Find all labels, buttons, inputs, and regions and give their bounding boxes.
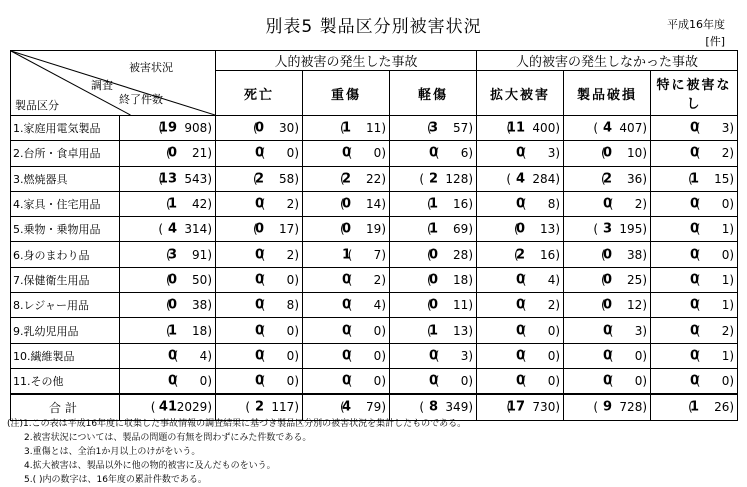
cumulative-count: ( 730 ) [532,400,560,414]
group-header-human: 人的被害の発生した事故 [216,51,477,71]
value-cell [564,267,651,292]
case-count: 0 [602,348,613,364]
cumulative-count: ( 3 ) [635,324,647,338]
cumulative-count: ( 42 ) [192,197,212,211]
cumulative-count: ( 0 ) [374,324,386,338]
value-cell [564,217,651,242]
cumulative-count: ( 0 ) [548,324,560,338]
cumulative-count: ( 2 ) [374,273,386,287]
case-count: 3 [167,247,177,263]
cumulative-count: ( 58 ) [279,172,299,186]
cumulative-count: ( 79 ) [366,400,386,414]
category-cell: 11.その他 [11,368,120,394]
value-cell [303,191,390,216]
cumulative-count: ( 11 ) [366,121,386,135]
case-count: 1 [167,323,177,339]
value-cell [390,343,477,368]
case-count: 0 [254,323,264,339]
value-cell [564,368,651,394]
corner-survey-label: 調査 [91,79,113,92]
cumulative-count: ( 349 ) [445,400,473,414]
corner-completed-label: 終了件数 [119,93,163,106]
cumulative-count: ( 0 ) [374,349,386,363]
category-cell: 10.繊維製品 [11,343,120,368]
cumulative-count: ( 2 ) [287,248,299,262]
table-row [11,242,738,267]
case-count: 0 [254,196,264,212]
value-cell [651,293,738,318]
cumulative-count: ( 36 ) [627,172,647,186]
case-count: 4 [515,171,526,187]
cumulative-count: ( 0 ) [635,349,647,363]
unit-label: [件] [705,35,725,48]
value-cell [216,368,303,394]
value-cell [477,116,564,141]
note-line: 2.被害状況については、製品の問題の有無を問わずにみた件数である。 [24,433,312,443]
cumulative-count: ( 91 ) [192,248,212,262]
case-count: 0 [689,373,700,389]
cumulative-count: ( 38 ) [192,298,212,312]
category-cell: 8.レジャー用品 [11,293,120,318]
case-count: 0 [689,323,700,339]
case-count: 1 [428,323,439,339]
cumulative-count: ( 0 ) [461,374,473,388]
cumulative-count: ( 14 ) [366,197,386,211]
value-cell [390,116,477,141]
cumulative-count: ( 0 ) [287,146,299,160]
value-cell [390,293,477,318]
note-line: 3.重傷とは、全治1か月以上のけがをいう。 [24,447,201,457]
category-cell: 2.台所・食卓用品 [11,141,120,166]
cumulative-count: ( 3 ) [722,121,734,135]
value-cell [651,368,738,394]
value-cell [564,242,651,267]
value-cell [390,368,477,394]
value-cell [651,343,738,368]
table-row [11,191,738,216]
case-count: 13 [158,171,177,187]
value-cell [120,217,216,242]
cumulative-count: ( 2 ) [548,298,560,312]
cumulative-count: ( 2 ) [287,197,299,211]
case-count: 1 [341,247,351,263]
value-cell [477,368,564,394]
case-count: 0 [689,272,700,288]
case-count: 19 [158,120,177,136]
table-row [11,166,738,191]
case-count: 2 [254,399,264,415]
cumulative-count: ( 908 ) [184,121,212,135]
case-count: 0 [341,272,351,288]
case-count: 0 [602,247,613,263]
value-cell [120,116,216,141]
case-count: 0 [602,323,613,339]
case-count: 0 [254,373,264,389]
notes [7,417,466,487]
value-cell [216,343,303,368]
cumulative-count: ( 284 ) [532,172,560,186]
value-cell [477,166,564,191]
cumulative-count: ( 4 ) [548,273,560,287]
cumulative-count: ( 28 ) [453,248,473,262]
cumulative-count: ( 0 ) [548,349,560,363]
case-count: 1 [689,171,700,187]
cumulative-count: ( 1 ) [722,222,734,236]
value-cell [651,166,738,191]
case-count: 0 [689,196,700,212]
value-cell [477,141,564,166]
value-cell [390,166,477,191]
cumulative-count: ( 16 ) [453,197,473,211]
cumulative-count: ( 13 ) [453,324,473,338]
cumulative-count: ( 0 ) [200,374,212,388]
value-cell [303,368,390,394]
value-cell [216,318,303,343]
case-count: 0 [515,323,526,339]
case-count: 0 [515,272,526,288]
case-count: 0 [254,348,264,364]
cumulative-count: ( 2 ) [722,324,734,338]
value-cell [303,293,390,318]
cumulative-count: ( 3 ) [548,146,560,160]
case-count: 0 [167,145,177,161]
cumulative-count: ( 10 ) [627,146,647,160]
column-header-minor: 軽傷 [390,71,477,116]
cumulative-count: ( 15 ) [714,172,734,186]
value-cell [477,318,564,343]
value-cell [303,267,390,292]
total-label: 合計 [11,394,120,420]
cumulative-count: ( 16 ) [540,248,560,262]
value-cell [120,191,216,216]
case-count: 3 [428,120,439,136]
cumulative-count: ( 0 ) [287,273,299,287]
case-count: 4 [602,120,613,136]
case-count: 0 [341,196,351,212]
value-cell [216,217,303,242]
cumulative-count: ( 7 ) [374,248,386,262]
cumulative-count: ( 0 ) [548,374,560,388]
case-count: 2 [602,171,613,187]
table-row [11,293,738,318]
cumulative-count: ( 38 ) [627,248,647,262]
cumulative-count: ( 2 ) [635,197,647,211]
group-header-no-human: 人的被害の発生しなかった事故 [477,51,738,71]
case-count: 0 [428,348,439,364]
value-cell [120,318,216,343]
value-cell [216,141,303,166]
case-count: 0 [341,323,351,339]
category-cell: 3.燃焼器具 [11,166,120,191]
cumulative-count: ( 8 ) [548,197,560,211]
case-count: 0 [254,247,264,263]
value-cell [564,293,651,318]
case-count: 0 [341,348,351,364]
value-cell [120,293,216,318]
value-cell [564,166,651,191]
category-cell: 4.家具・住宅用品 [11,191,120,216]
value-cell [303,242,390,267]
case-count: 0 [515,145,526,161]
value-cell [120,343,216,368]
case-count: 2 [254,171,264,187]
value-cell [651,217,738,242]
case-count: 0 [689,348,700,364]
table-row [11,141,738,166]
cumulative-count: ( 18 ) [192,324,212,338]
cumulative-count: ( 18 ) [453,273,473,287]
column-header-expanded: 拡大被害 [477,71,564,116]
cumulative-count: ( 128 ) [445,172,473,186]
case-count: 1 [428,196,439,212]
case-count: 0 [689,247,700,263]
table-row [11,116,738,141]
category-cell: 7.保健衛生用品 [11,267,120,292]
cumulative-count: ( 69 ) [453,222,473,236]
page-title: 別表5 製品区分別被害状況 [265,17,482,37]
cumulative-count: ( 12 ) [627,298,647,312]
table-row [11,217,738,242]
value-cell [216,293,303,318]
table-row [11,368,738,394]
cumulative-count: ( 1 ) [722,298,734,312]
column-header-death: 死亡 [216,71,303,116]
case-count: 0 [428,373,439,389]
value-cell [477,242,564,267]
value-cell [651,394,738,420]
category-cell: 9.乳幼児用品 [11,318,120,343]
case-count: 0 [689,120,700,136]
case-count: 4 [341,399,351,415]
case-count: 0 [428,272,439,288]
case-count: 0 [515,196,526,212]
cumulative-count: ( 0 ) [374,146,386,160]
cumulative-count: ( 0 ) [287,349,299,363]
cumulative-count: ( 0 ) [287,374,299,388]
column-header-broken: 製品破損 [564,71,651,116]
value-cell [303,166,390,191]
cumulative-count: ( 2029 ) [177,400,212,414]
column-header-none: 特に被害なし [651,71,738,116]
case-count: 1 [167,196,177,212]
case-count: 0 [254,145,264,161]
case-count: 2 [428,171,439,187]
case-count: 0 [254,120,264,136]
case-count: 0 [428,145,439,161]
value-cell [216,191,303,216]
case-count: 1 [689,399,700,415]
value-cell [564,318,651,343]
case-count: 0 [689,297,700,313]
cumulative-count: ( 1 ) [722,273,734,287]
value-cell [120,242,216,267]
cumulative-count: ( 314 ) [184,222,212,236]
value-cell [564,394,651,420]
cumulative-count: ( 6 ) [461,146,473,160]
table-row [11,343,738,368]
case-count: 1 [341,120,351,136]
cumulative-count: ( 4 ) [374,298,386,312]
case-count: 0 [341,145,351,161]
case-count: 2 [341,171,351,187]
cumulative-count: ( 0 ) [722,248,734,262]
cumulative-count: ( 13 ) [540,222,560,236]
case-count: 1 [428,221,439,237]
damage-table [10,50,738,421]
category-cell: 5.乗物・乗物用品 [11,217,120,242]
cumulative-count: ( 0 ) [287,324,299,338]
case-count: 3 [602,221,613,237]
cumulative-count: ( 117 ) [271,400,299,414]
cumulative-count: ( 57 ) [453,121,473,135]
case-count: 0 [602,297,613,313]
value-cell [303,141,390,166]
value-cell [651,191,738,216]
value-cell [303,343,390,368]
value-cell [477,343,564,368]
header-corner [11,51,216,116]
corner-category-label: 製品区分 [15,99,59,112]
case-count: 0 [602,373,613,389]
category-cell: 1.家庭用電気製品 [11,116,120,141]
value-cell [564,191,651,216]
value-cell [390,267,477,292]
case-count: 0 [515,348,526,364]
cumulative-count: ( 4 ) [200,349,212,363]
value-cell [216,242,303,267]
cumulative-count: ( 728 ) [619,400,647,414]
cumulative-count: ( 543 ) [184,172,212,186]
cumulative-count: ( 30 ) [279,121,299,135]
case-count: 0 [689,145,700,161]
case-count: 0 [167,348,177,364]
cumulative-count: ( 8 ) [287,298,299,312]
table-row [11,318,738,343]
case-count: 4 [167,221,177,237]
case-count: 0 [515,221,526,237]
value-cell [390,318,477,343]
note-line: 4.拡大被害は、製品以外に他の物的被害に及んだものをいう。 [24,461,276,471]
value-cell [651,141,738,166]
case-count: 0 [167,373,177,389]
case-count: 0 [602,196,613,212]
value-cell [477,293,564,318]
value-cell [651,267,738,292]
case-count: 0 [341,221,351,237]
column-header-serious: 重傷 [303,71,390,116]
table-row [11,267,738,292]
cumulative-count: ( 19 ) [366,222,386,236]
value-cell [477,267,564,292]
case-count: 0 [515,373,526,389]
cumulative-count: ( 26 ) [714,400,734,414]
case-count: 17 [506,399,526,415]
case-count: 41 [158,399,177,415]
value-cell [477,394,564,420]
value-cell [564,343,651,368]
case-count: 0 [167,272,177,288]
case-count: 0 [602,145,613,161]
value-cell [303,217,390,242]
value-cell [651,318,738,343]
case-count: 9 [602,399,613,415]
value-cell [390,191,477,216]
value-cell [477,217,564,242]
case-count: 0 [254,297,264,313]
case-count: 0 [254,221,264,237]
case-count: 11 [506,120,526,136]
case-count: 0 [341,297,351,313]
case-count: 8 [428,399,439,415]
cumulative-count: ( 22 ) [366,172,386,186]
value-cell [651,116,738,141]
case-count: 0 [602,272,613,288]
note-line: (注)1.この表は平成16年度に収集した事故情報の調査結果に基づき製品区分別の被害状況を集計したものである。 [7,419,467,429]
cumulative-count: ( 0 ) [374,374,386,388]
value-cell [120,141,216,166]
value-cell [564,116,651,141]
value-cell [216,166,303,191]
note-line: 5.( )内の数字は、16年度の累計件数である。 [24,475,207,485]
cumulative-count: ( 25 ) [627,273,647,287]
cumulative-count: ( 11 ) [453,298,473,312]
case-count: 0 [428,247,439,263]
case-count: 0 [515,297,526,313]
value-cell [120,166,216,191]
case-count: 0 [167,297,177,313]
case-count: 0 [254,272,264,288]
value-cell [120,368,216,394]
value-cell [303,318,390,343]
value-cell [564,141,651,166]
value-cell [303,116,390,141]
fiscal-year: 平成16年度 [667,18,725,31]
cumulative-count: ( 1 ) [722,349,734,363]
value-cell [120,267,216,292]
cumulative-count: ( 0 ) [722,197,734,211]
value-cell [216,116,303,141]
cumulative-count: ( 21 ) [192,146,212,160]
case-count: 0 [341,373,351,389]
cumulative-count: ( 2 ) [722,146,734,160]
cumulative-count: ( 400 ) [532,121,560,135]
value-cell [477,191,564,216]
case-count: 0 [428,297,439,313]
cumulative-count: ( 407 ) [619,121,647,135]
cumulative-count: ( 0 ) [722,374,734,388]
cumulative-count: ( 17 ) [279,222,299,236]
case-count: 0 [689,221,700,237]
category-cell: 6.身のまわり品 [11,242,120,267]
value-cell [390,217,477,242]
case-count: 2 [515,247,526,263]
cumulative-count: ( 50 ) [192,273,212,287]
cumulative-count: ( 0 ) [635,374,647,388]
corner-damage-label: 被害状況 [129,61,173,74]
value-cell [651,242,738,267]
cumulative-count: ( 3 ) [461,349,473,363]
cumulative-count: ( 195 ) [619,222,647,236]
value-cell [216,267,303,292]
value-cell [390,141,477,166]
value-cell [390,242,477,267]
